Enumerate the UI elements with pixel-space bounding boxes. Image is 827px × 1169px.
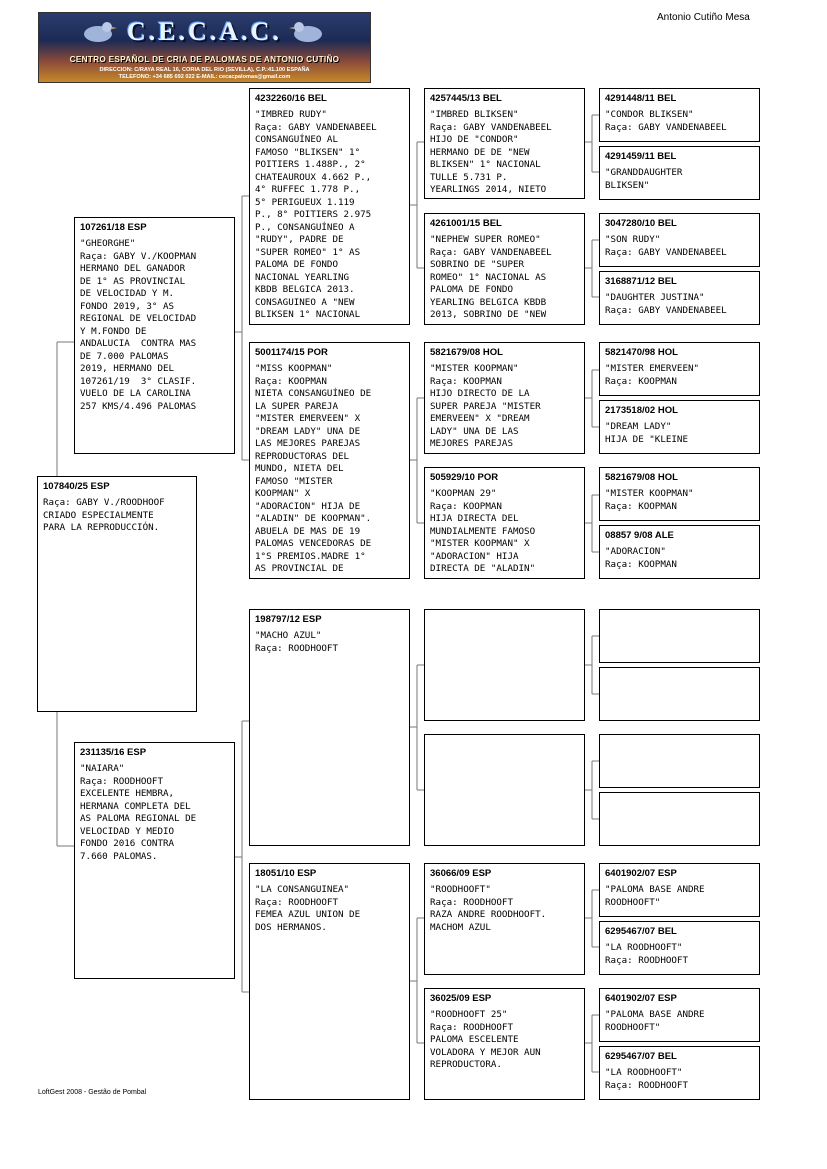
pedigree-sire-sire [249,88,410,325]
ring-number: 08857 9/08 ALE [605,530,674,541]
ring-number: 198797/12 ESP [255,614,322,625]
pedigree-sdd [424,467,585,579]
bird-description: "ROODHOOFT" Raça: ROODHOOFT RAZA ANDRE ROODHOOFT. MACHOM AZUL [430,884,547,933]
logo-title: C.E.C.A.C. [127,17,282,46]
bird-description: "ROODHOOFT 25" Raça: ROODHOOFT PALOMA ESCELENTE VOLADORA Y MEJOR AUN REPRODUCTORA. [430,1009,541,1070]
logo-contact: TELEFONO: +34 685 692 022 E-MAIL: cecacpalomas@gmail.com [118,74,291,80]
pedigree-gen4-16 [599,1046,760,1100]
bird-description: "MISTER KOOPMAN" Raça: KOOPMAN HIJO DIRECTO DE LA SUPER PAREJA "MISTER EMERVEEN" X "DREAM LADY" UNA DE LAS MEJORES PAREJAS [430,363,541,449]
bird-description: "DREAM LADY" HIJA DE "KLEINE [605,421,688,445]
bird-description: "LA CONSANGUINEA" Raça: ROODHOOFT FEMEA AZUL UNION DE DOS HERMANOS. [255,884,361,933]
pedigree-sss [424,88,585,199]
bird-description: "DAUGHTER JUSTINA" Raça: GABY VANDENABEEL [605,292,727,316]
bird-description: "ADORACION" Raça: KOOPMAN [605,546,677,570]
bird-description: "SON RUDY" Raça: GABY VANDENABEEL [605,234,727,258]
software-footer: LoftGest 2008 - Gestão de Pombal [38,1089,147,1096]
logo-subtitle: CENTRO ESPAÑOL DE CRIA DE PALOMAS DE ANTONIO CUTIÑO [69,55,340,64]
ring-number: 5001174/15 POR [255,347,328,358]
pedigree-dds [424,863,585,975]
pedigree-sire-dam [249,342,410,579]
bird-description: "MACHO AZUL" Raça: ROODHOOFT [255,630,338,654]
ring-number: 6401902/07 ESP [605,993,677,1004]
pedigree-gen4-15 [599,988,760,1042]
pedigree-gen4-6 [599,400,760,454]
ring-number: 231135/16 ESP [80,747,147,758]
ring-number: 4257445/13 BEL [430,93,502,104]
pedigree-gen4-13 [599,863,760,917]
ring-number: 3047280/10 BEL [605,218,677,229]
pedigree-gen4-3 [599,213,760,267]
pedigree-gen4-1 [599,88,760,142]
pedigree-gen4-7 [599,467,760,521]
pedigree-ssd [424,213,585,325]
bird-description: "PALOMA BASE ANDRE ROODHOOFT" [605,884,705,908]
pedigree-gen4-9 [599,609,760,663]
bird-description: "LA ROODHOOFT" Raça: ROODHOOFT [605,1067,688,1091]
bird-description: "NAIARA" Raça: ROODHOOFT EXCELENTE HEMBRA, HERMANA COMPLETA DEL AS PALOMA REGIONAL DE VELOCIDAD Y MEDIO FONDO 2016 CONTRA 7.660 PALOMAS. [80,763,197,862]
bird-description: "NEPHEW SUPER ROMEO" Raça: GABY VANDENABEEL SOBRINO DE "SUPER ROMEO" 1° NACIONAL AS PALOMA DE FONDO YEARLING BELGICA KBDB 2013, SOBRINO DE "NEW [430,234,552,320]
owner-name: Antonio Cutiño Mesa [657,12,750,23]
bird-description: "CONDOR BLIKSEN" Raça: GABY VANDENABEEL [605,109,727,133]
pedigree-gen4-11 [599,734,760,788]
bird-description: "KOOPMAN 29" Raça: KOOPMAN HIJA DIRECTA DEL MUNDIALMENTE FAMOSO "MISTER KOOPMAN" X "ADORACION" HIJA DIRECTA DE "ALADIN" [430,488,536,574]
bird-description: "GRANDDAUGHTER BLIKSEN" [605,167,683,191]
ring-number: 6295467/07 BEL [605,926,677,937]
pedigree-gen4-10 [599,667,760,721]
ring-number: 6295467/07 BEL [605,1051,677,1062]
ring-number: 107261/18 ESP [80,222,147,233]
ring-number: 107840/25 ESP [43,481,110,492]
logo-address: DIRECCION: C/RAYA REAL 16, CORIA DEL RIO (SEVILLA), C.P.:41.100 ESPAÑA [99,67,310,73]
bird-description: "IMBRED RUDY" Raça: GABY VANDENABEEL CONSANGUÍNEO AL FAMOSO "BLIKSEN" 1° POITIERS 1.488P., 2° CHATEAUROUX 4.662 P., 4° RUFFEC 1.778 P., 5° PERIGUEUX 1.119 P., 8° POITIERS 2.975 P., CONSANGUÍNEO A "RUDY", PADRE DE "SUPER ROMEO" 1° AS PALOMA DE FONDO NACIONAL YEARLING KBDB BELGICA 2013. CONSAGUINEO A "NEW BLIKSEN 1° NACIONAL [255,109,377,320]
ring-number: 4291459/11 BEL [605,151,677,162]
pedigree-dam-sire [249,609,410,846]
pedigree-dss [424,609,585,721]
ring-number: 18051/10 ESP [255,868,317,879]
pedigree-dam [74,742,235,979]
ring-number: 2173518/02 HOL [605,405,678,416]
pedigree-sire [74,217,235,454]
ring-number: 36025/09 ESP [430,993,492,1004]
bird-description: "PALOMA BASE ANDRE ROODHOOFT" [605,1009,705,1033]
pedigree-gen4-4 [599,271,760,325]
pedigree-gen4-14 [599,921,760,975]
pedigree-gen4-5 [599,342,760,396]
ring-number: 4232260/16 BEL [255,93,327,104]
ring-number: 36066/09 ESP [430,868,492,879]
pedigree-gen4-12 [599,792,760,846]
ring-number: 6401902/07 ESP [605,868,677,879]
pedigree-gen4-8 [599,525,760,579]
ring-number: 5821679/08 HOL [430,347,503,358]
bird-description: "MISTER KOOPMAN" Raça: KOOPMAN [605,488,694,512]
ring-number: 4261001/15 BEL [430,218,502,229]
ring-number: 5821470/98 HOL [605,347,678,358]
ring-number: 4291448/11 BEL [605,93,677,104]
bird-description: "GHEORGHE" Raça: GABY V./KOOPMAN HERMANO DEL GANADOR DE 1° AS PROVINCIAL DE VELOCIDAD Y M. FONDO 2019, 3° AS REGIONAL DE VELOCIDAD Y M.FONDO DE ANDALUCIA CONTRA MAS DE 7.000 PALOMAS 2019, HERMANO DEL 107261/19 3° CLASIF. VUELO DE LA CAROLINA 257 KMS/4.496 PALOMAS [80,238,197,412]
pedigree-dsd [424,734,585,846]
pedigree-gen4-2 [599,146,760,200]
bird-description: "MISTER EMERVEEN" Raça: KOOPMAN [605,363,700,387]
ring-number: 3168871/12 BEL [605,276,677,287]
ring-number: 505929/10 POR [430,472,499,483]
bird-description: Raça: GABY V./ROODHOOF CRIADO ESPECIALMENTE PARA LA REPRODUCCIÓN. [43,497,165,533]
bird-description: "IMBRED BLIKSEN" Raça: GABY VANDENABEEL HIJO DE "CONDOR" HERMANO DE DE "NEW BLIKSEN" 1° NACIONAL TULLE 5.731 P. YEARLINGS 2014, NIETO [430,109,552,195]
ring-number: 5821679/08 HOL [605,472,678,483]
bird-description: "MISS KOOPMAN" Raça: KOOPMAN NIETA CONSANGUÍNEO DE LA SUPER PAREJA "MISTER EMERVEEN" X "DREAM LADY" UNA DE LAS MEJORES PAREJAS REPRODUCTORAS DEL MUNDO, NIETA DEL FAMOSO "MISTER KOOPMAN" X "ADORACION" HIJA DE "ALADIN" DE KOOPMAN". ABUELA DE MAS DE 19 PALOMAS VENCEDORAS DE 1°S PREMIOS.MADRE 1° AS PROVINCIAL DE [255,363,372,574]
pedigree-subject [37,476,197,712]
pedigree-sds [424,342,585,454]
bird-description: "LA ROODHOOFT" Raça: ROODHOOFT [605,942,688,966]
pedigree-ddd [424,988,585,1100]
pedigree-dam-dam [249,863,410,1100]
